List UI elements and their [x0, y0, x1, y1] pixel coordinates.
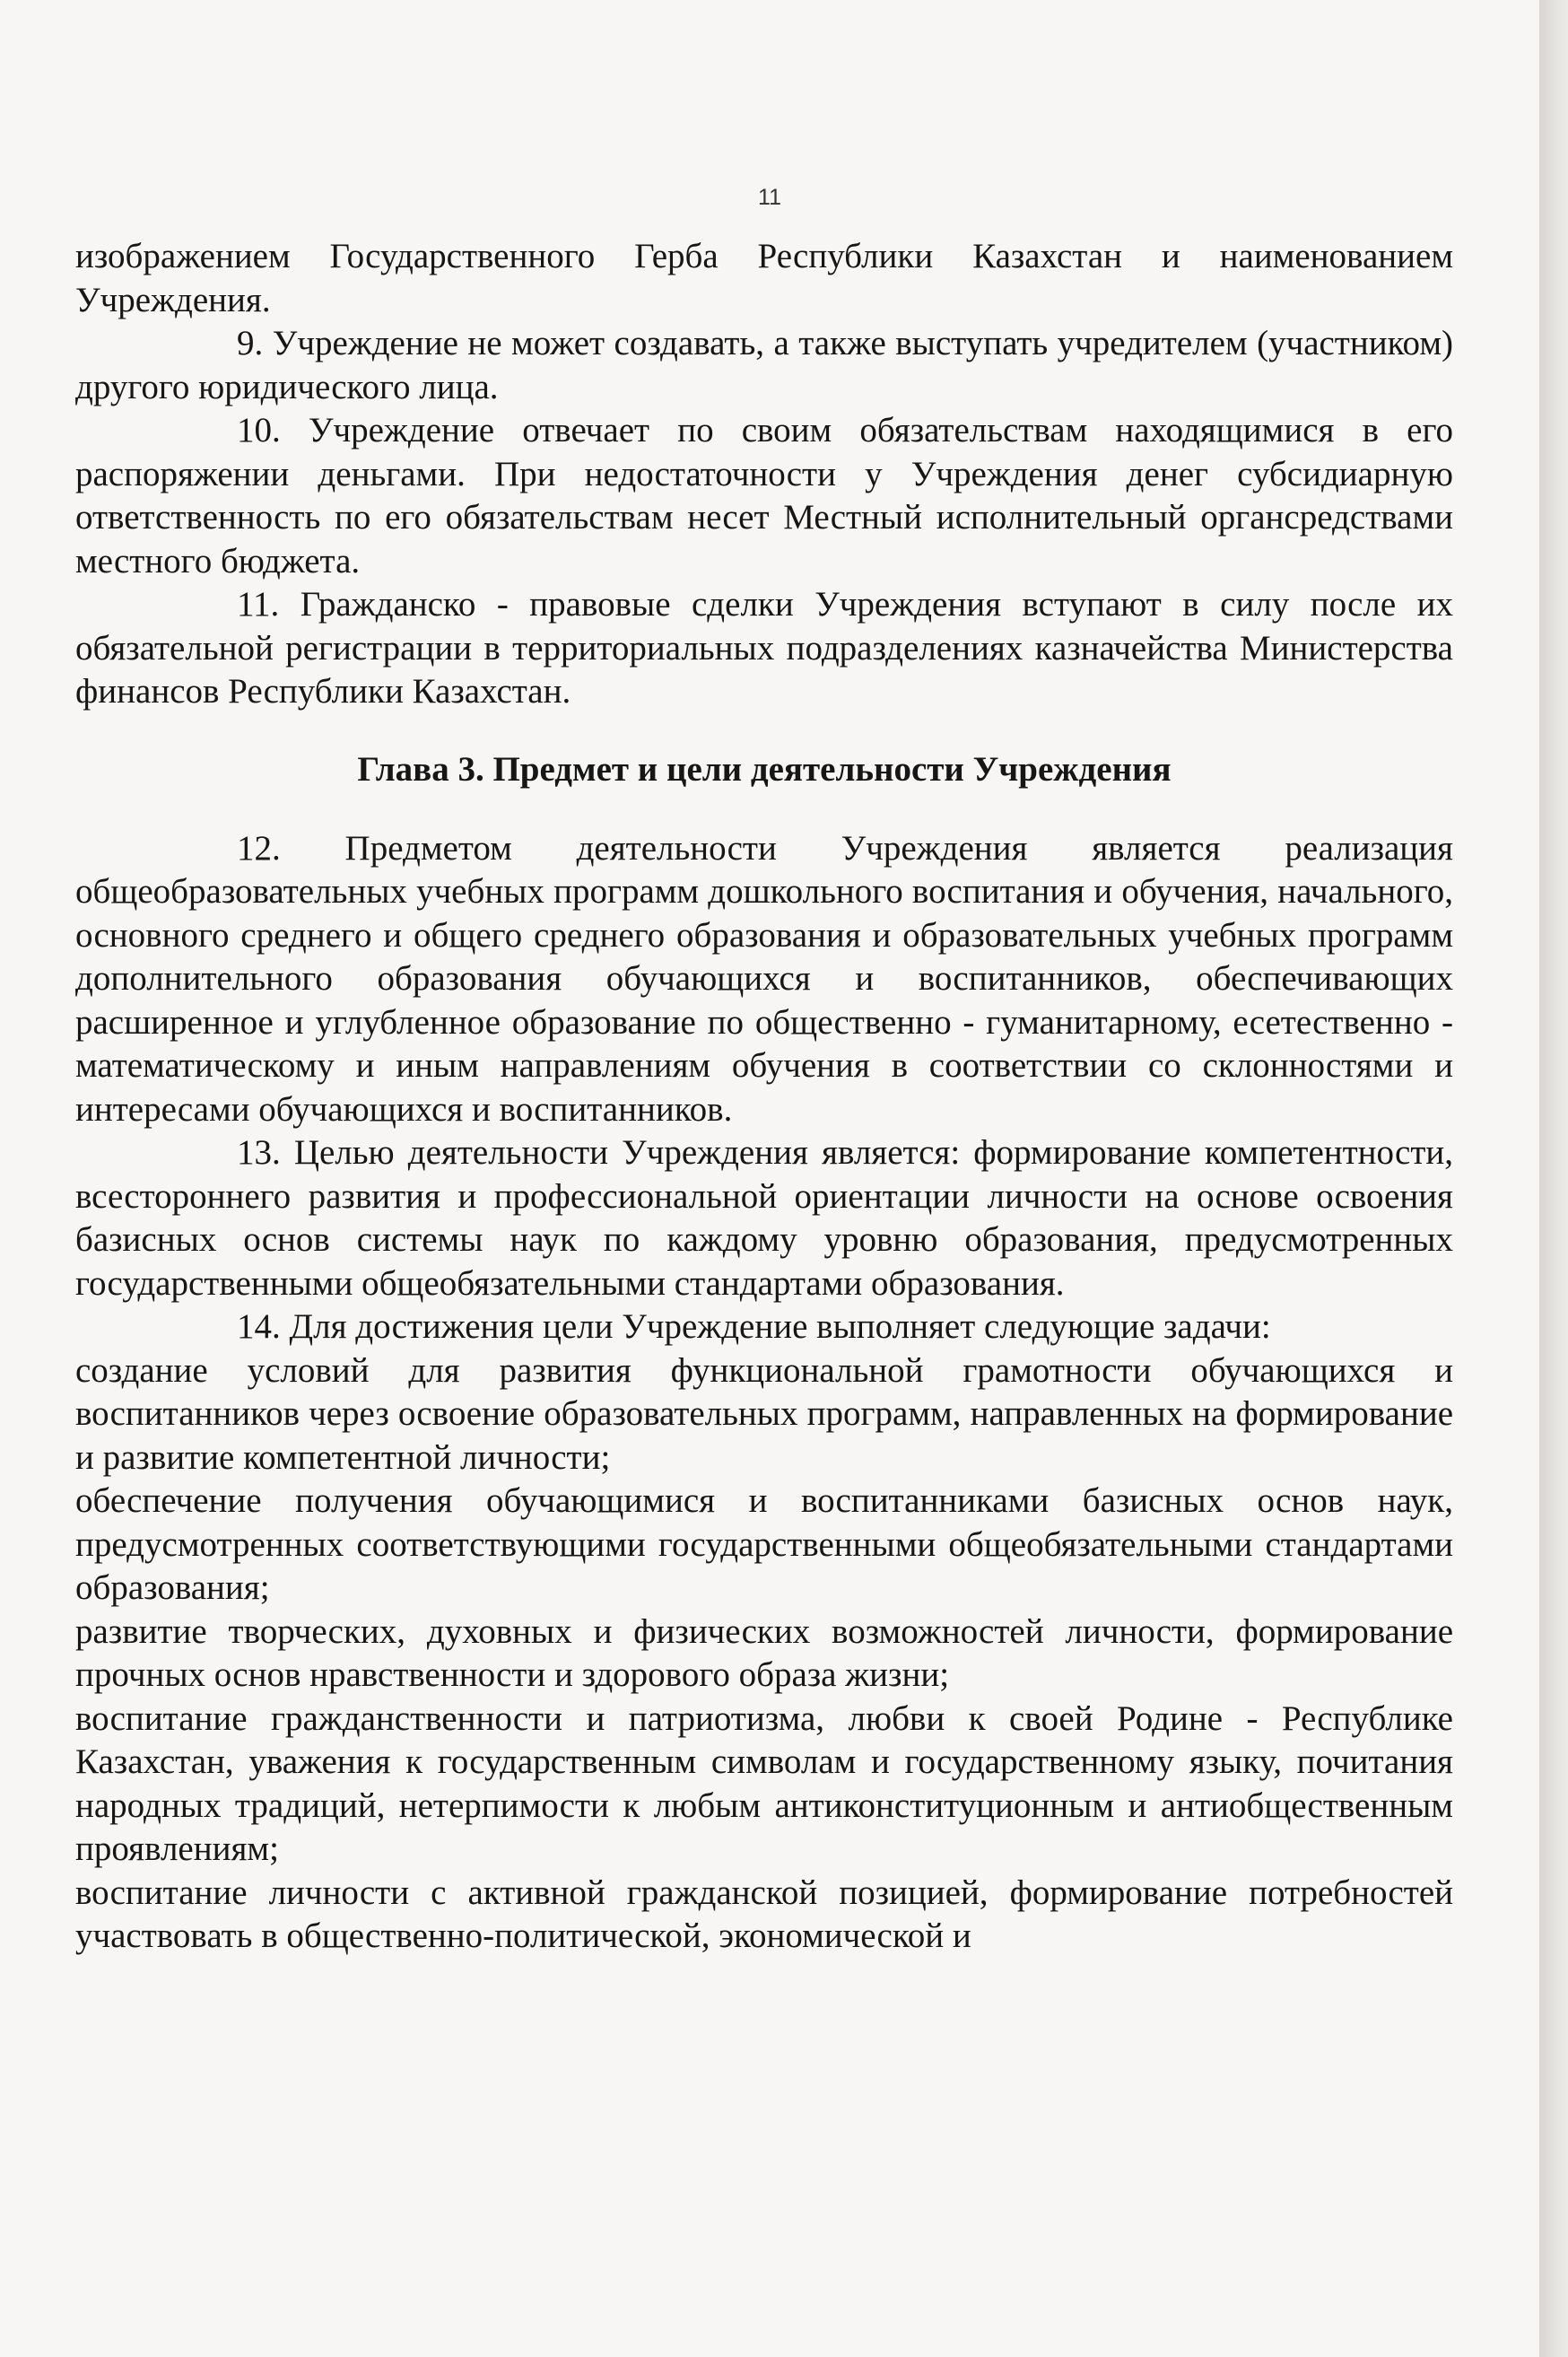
paragraph-item-9: 9. Учреждение не может создавать, а также выступать учредителем (участником) другого юридического лица. — [75, 324, 1453, 406]
paragraph-item-12: 12. Предметом деятельности Учреждения является реализация общеобразовательных учебных программ дошкольного воспитания и обучения, начального, основного среднего и общего среднего образования и образовательных учебных программ дополнительного образования обучающихся и воспитанников, обеспечивающих расширенное и углубленное образование по общественно - гуманитарному, есетественно - математическому и иным направлениям обучения в соответствии со склонностями и интересами обучающихся и воспитанников. — [75, 828, 1453, 1129]
paragraph-item-13: 13. Целью деятельности Учреждения является: формирование компетентности, всестороннего развития и профессиональной ориентации личности на основе освоения базисных основ системы наук по каждому уровню образования, предусмотренных государственными общеобязательными стандартами образования. — [75, 1133, 1453, 1303]
task-item: обеспечение получения обучающимися и воспитанниками базисных основ наук, предусмотренных соответствующими государственными общеобязательными стандартами образования; — [75, 1481, 1453, 1607]
paragraph-continuation: изображением Государственного Герба Республики Казахстан и наименованием Учреждения. — [75, 237, 1453, 319]
task-item: воспитание личности с активной гражданской позицией, формирование потребностей участвовать в общественно-политической, экономической и — [75, 1873, 1453, 1955]
task-item: развитие творческих, духовных и физических возможностей личности, формирование прочных основ нравственности и здорового образа жизни; — [75, 1611, 1453, 1694]
paragraph-item-11: 11. Гражданско - правовые сделки Учреждения вступают в силу после их обязательной регистрации в территориальных подразделениях казначейства Министерства финансов Республики Казахстан. — [75, 585, 1453, 711]
task-item: создание условий для развития функциональной грамотности обучающихся и воспитанников через освоение образовательных программ, направленных на формирование и развитие компетентной личности; — [75, 1350, 1453, 1477]
document-body — [75, 235, 1453, 1959]
page-edge-shadow — [1539, 0, 1568, 2357]
page-number: 11 — [758, 185, 781, 210]
paragraph-item-10: 10. Учреждение отвечает по своим обязательствам находящимися в его распоряжении деньгами. При недостаточности у Учреждения денег субсидиарную ответственность по его обязательствам несет Местный исполнительный органсредствами местного бюджета. — [75, 411, 1453, 581]
task-item: воспитание гражданственности и патриотизма, любви к своей Родине - Республике Казахстан, уважения к государственным символам и государственному языку, почитания народных традиций, нетерпимости к любым антиконституционным и антиобщественным проявлениям; — [75, 1698, 1453, 1868]
paragraph-item-14: 14. Для достижения цели Учреждение выполняет следующие задачи: — [237, 1307, 1271, 1346]
chapter-title: Глава 3. Предмет и цели деятельности Учреждения — [357, 749, 1172, 789]
